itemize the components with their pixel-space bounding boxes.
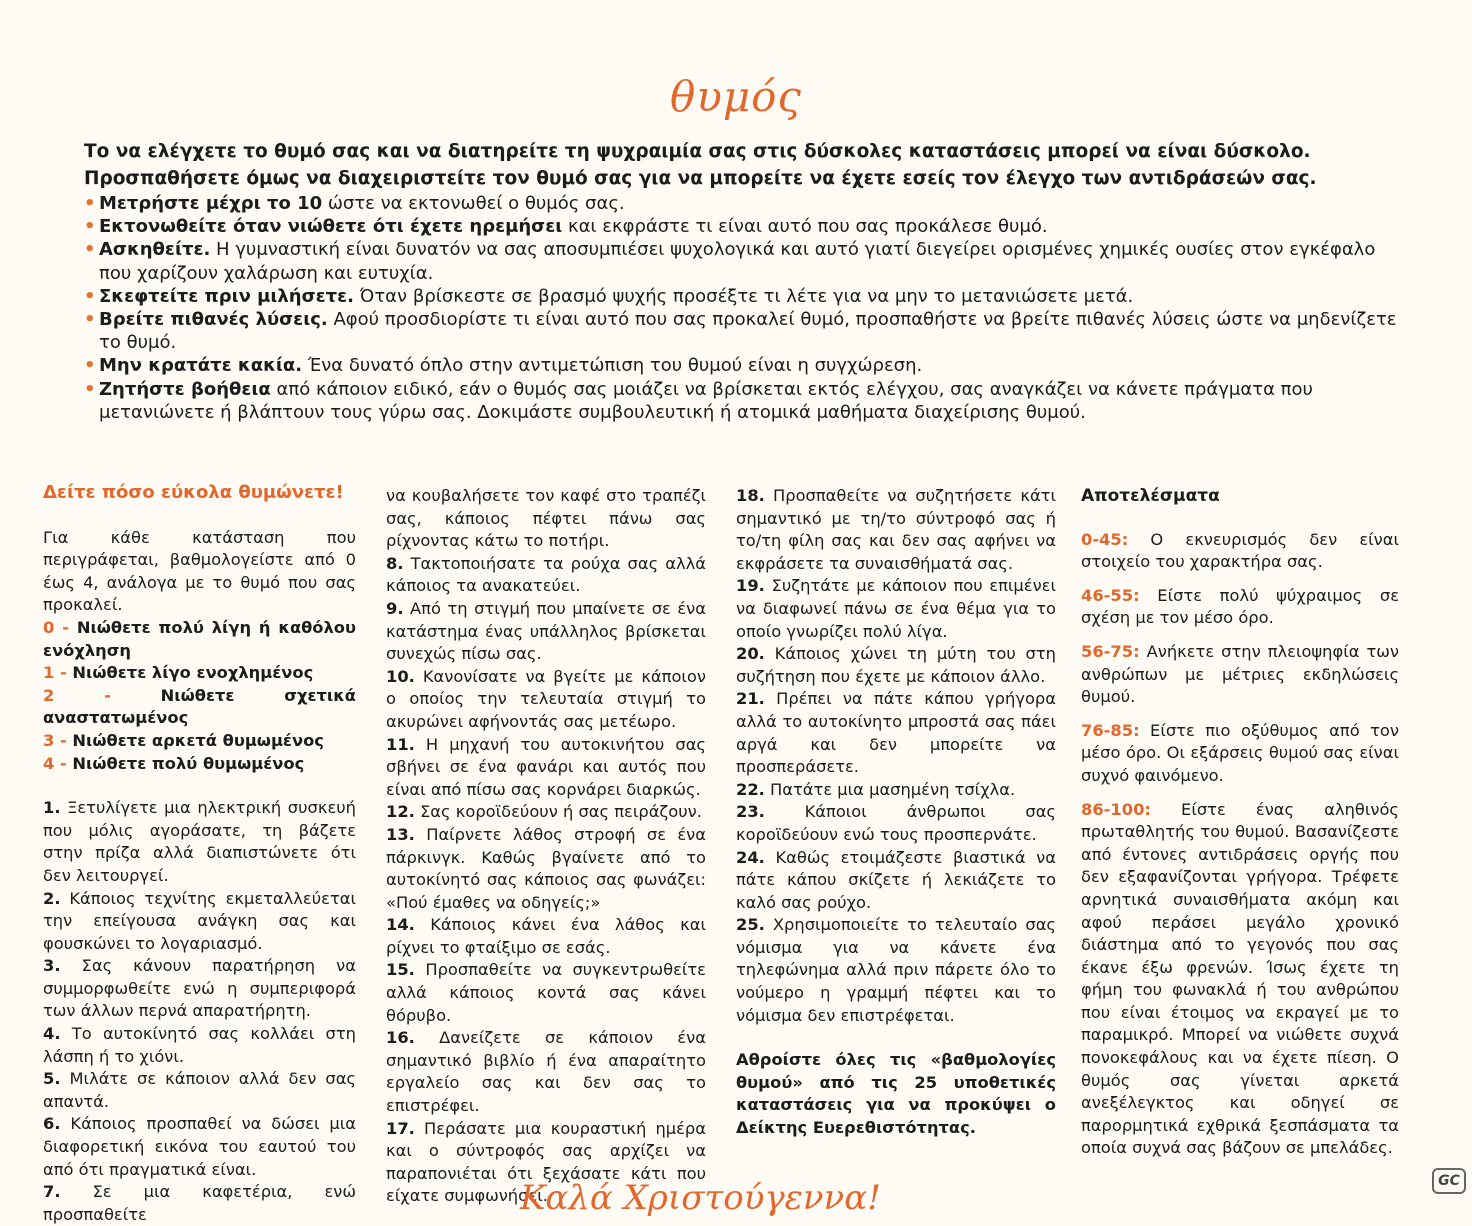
quiz-item: 16. Δανείζετε σε κάποιον ένα σημαντικό βιβλίο ή ένα απαραίτητο εργαλείο σας και δεν σας το επιστρέφει. bbox=[386, 1028, 706, 1116]
results-column bbox=[1081, 485, 1399, 1171]
quiz-item: 19. Συζητάτε με κάποιον που επιμένει να διαφωνεί πάνω σε ένα θέμα για το οποίο γνωρίζει πολύ λίγα. bbox=[736, 576, 1056, 641]
results-heading: Αποτελέσματα bbox=[1081, 486, 1220, 506]
intro-line: Το να ελέγχετε το θυμό σας και να διατηρείτε τη ψυχραιμία σας στις δύσκολες καταστάσεις μπορεί να είναι δύσκολο. bbox=[84, 141, 1311, 162]
result-item: 76-85: Είστε πιο οξύθυμος από τον μέσο όρο. Οι εξάρσεις θυμού σας είναι συχνό φαινόμενο. bbox=[1081, 720, 1399, 785]
scale-item: 0 - Νιώθετε πολύ λίγη ή καθόλου ενόχληση bbox=[43, 617, 356, 660]
tip-grudge bbox=[84, 354, 1404, 377]
tip-bold: Βρείτε πιθανές λύσεις. bbox=[99, 309, 328, 331]
quiz-item: 25. Χρησιμοποιείτε το τελευταίο σας νόμισμα για να κάνετε ένα τηλεφώνημα αλλά πριν πάρετε όλο το νούμερο η γραμμή πέφτει και το νόμισμα δεν επιστρέφεται. bbox=[736, 915, 1056, 1025]
quiz-item: 15. Προσπαθείτε να συγκεντρωθείτε αλλά κάποιος κοντά σας κάνει θόρυβο. bbox=[386, 960, 706, 1025]
tip-text: Όταν βρίσκεστε σε βρασμό ψυχής προσέξτε τι λέτε για να μην το μετανιώσετε μετά. bbox=[354, 285, 1134, 307]
quiz-item: 18. Προσπαθείτε να συζητήσετε κάτι σημαντικό με τη/το σύντροφό σας ή το/τη φίλη σας και δεν σας αφήνει να εκφράσετε τα συναισθήματά σας. bbox=[736, 486, 1056, 573]
tip-text: ώστε να εκτονωθεί ο θυμός σας. bbox=[322, 193, 625, 214]
tip-count bbox=[84, 192, 1404, 215]
quiz-column-3 bbox=[736, 485, 1056, 1140]
scale-item: 3 - Νιώθετε αρκετά θυμωμένος bbox=[43, 730, 324, 750]
tip-bold: Σκεφτείτε πριν μιλήσετε. bbox=[99, 285, 354, 307]
quiz-item: 23. Κάποιοι άνθρωποι σας κοροϊδεύουν ενώ τους προσπερνάτε. bbox=[736, 802, 1056, 844]
quiz-item: 12. Σας κοροϊδεύουν ή σας πειράζουν. bbox=[386, 802, 702, 822]
tip-solutions bbox=[84, 308, 1404, 354]
quiz-item: 24. Καθώς ετοιμάζεστε βιαστικά να πάτε κάπου σκίζετε ή λεκιάζετε το καλό σας ρούχο. bbox=[736, 847, 1056, 912]
quiz-item: 6. Κάποιος προσπαθεί να δώσει μια διαφορετική εικόνα του εαυτού του από ότι πραγματικά είναι. bbox=[43, 1114, 356, 1179]
scale-item: 2 - Νιώθετε σχετικά αναστατωμένος bbox=[43, 685, 356, 728]
quiz-heading: Δείτε πόσο εύκολα θυμώνετε! bbox=[43, 482, 344, 503]
corner-logo: GC bbox=[1432, 1168, 1466, 1194]
sum-instruction: Αθροίστε όλες τις «βαθμολογίες θυμού» από τις 25 υποθετικές καταστάσεις για να προκύψει ο Δείκτης Ευερεθιστότητας. bbox=[736, 1050, 1056, 1138]
tip-bold: Ζητήστε βοήθεια bbox=[99, 378, 271, 400]
quiz-item: 14. Κάποιος κάνει ένα λάθος και ρίχνει το φταίξιμο σε εσάς. bbox=[386, 915, 706, 957]
tip-bold: Εκτονωθείτε όταν νιώθετε ότι έχετε ηρεμήσει bbox=[99, 216, 563, 238]
quiz-item: 22. Πατάτε μια μασημένη τσίχλα. bbox=[736, 779, 1016, 799]
result-item: 46-55: Είστε πολύ ψύχραιμος σε σχέση με τον μέσο όρο. bbox=[1081, 585, 1399, 628]
tip-bold: Ασκηθείτε. bbox=[99, 239, 211, 261]
page-title: θυμός bbox=[670, 72, 802, 121]
tip-text: από κάποιον ειδικό, εάν ο θυμός σας μοιάζει να βρίσκεται εκτός ελέγχου, σας αναγκάζει να κάνετε πράγματα που μετανιώνετε ή βλάπτουν τους γύρω σας. Δοκιμάστε συμβουλευτική ή ατομικά μαθήματα διαχείρισης θυμού. bbox=[99, 378, 1313, 423]
footer-greeting: Καλά Χριστούγεννα! bbox=[520, 1178, 881, 1218]
intro-line: Προσπαθήσετε όμως να διαχειριστείτε τον θυμό σας για να μπορείτε να έχετε εσείς τον έλεγχο των αντιδράσεών σας. bbox=[84, 168, 1317, 189]
quiz-item: 8. Τακτοποιήσατε τα ρούχα σας αλλά κάποιος τα ανακατεύει. bbox=[386, 553, 706, 596]
score-scale bbox=[43, 617, 356, 775]
quiz-item: 21. Πρέπει να πάτε κάπου γρήγορα αλλά το αυτοκίνητο μπροστά σας πάει αργά και δεν μπορείτε να προσπεράσετε. bbox=[736, 689, 1056, 777]
tip-text: και εκφράστε τι είναι αυτό που σας προκάλεσε θυμό. bbox=[562, 216, 1048, 238]
quiz-items-col1 bbox=[43, 797, 356, 1226]
quiz-item: 4. Το αυτοκίνητό σας κολλάει στη λάσπη ή το χιόνι. bbox=[43, 1024, 356, 1066]
scale-item: 4 - Νιώθετε πολύ θυμωμένος bbox=[43, 753, 305, 773]
quiz-item: 9. Από τη στιγμή που μπαίνετε σε ένα κατάστημα ένας υπάλληλος βρίσκεται συνεχώς πίσω σας. bbox=[386, 598, 706, 664]
quiz-item: 11. Η μηχανή του αυτοκινήτου σας σβήνει σε ένα φανάρι και αυτός που είναι από πίσω σας κορνάρει διαρκώς. bbox=[386, 734, 706, 799]
result-item: 86-100: Είστε ένας αληθινός πρωταθλητής του θυμού. Βασανίζεστε από έντονες αντιδράσεις οργής που δεν εξαφανίζονται γρήγορα. Τρέφετε αρνητικά συναισθήματα ακόμη και αφού περάσει μεγάλο χρονικό διάστημα από το γεγονός που σας έκανε έξω φρενών. Ίσως έχετε τη φήμη του φωνακλά ή του ανθρώπου που είναι έτοιμος να εκραγεί με το παραμικρό. Μπορεί να νιώθετε συχνά πονοκεφάλους και να έχετε πίεση. Ο θυμός σας γίνεται αρκετά ανεξέλεγκτος και οδηγεί σε παρορμητικά εχθρικά ξεσπάσματα τα οποία συχνά σας βάζουν σε μπελάδες. bbox=[1081, 799, 1399, 1158]
quiz-item: 3. Σας κάνουν παρατήρηση να συμμορφωθείτε ενώ η συμπεριφορά των άλλων περνά απαρατήρητη. bbox=[43, 956, 356, 1021]
tips-list bbox=[84, 192, 1404, 424]
tip-text: Ένα δυνατό όπλο στην αντιμετώπιση του θυμού είναι η συγχώρεση. bbox=[302, 355, 923, 377]
quiz-item: 10. Κανονίσατε να βγείτε με κάποιον ο οποίος την τελευταία στιγμή το ακυρώνει αφήνοντάς σας μετέωρο. bbox=[386, 666, 706, 731]
result-item: 56-75: Ανήκετε στην πλειοψηφία των ανθρώπων με μέτριες εκδηλώσεις θυμού. bbox=[1081, 641, 1399, 707]
tip-text: Αφού προσδιορίστε τι είναι αυτό που σας προκαλεί θυμό, προσπαθήστε να βρείτε πιθανές λύσεις ώστε να μηδενίζετε το θυμό. bbox=[99, 309, 1397, 354]
quiz-item: 13. Παίρνετε λάθος στροφή σε ένα πάρκινγκ. Καθώς βγαίνετε από το αυτοκίνητό σας κάποιος σας φωνάζει: «Πού έμαθες να οδηγείς;» bbox=[386, 824, 706, 912]
quiz-item: 5. Μιλάτε σε κάποιον αλλά δεν σας απαντά. bbox=[43, 1069, 356, 1111]
quiz-instructions: Για κάθε κατάσταση που περιγράφεται, βαθμολογείστε από 0 έως 4, ανάλογα με το θυμό που σας προκαλεί. bbox=[43, 527, 356, 615]
quiz-item: 7. Σε μια καφετέρια, ενώ προσπαθείτε bbox=[43, 1182, 356, 1224]
quiz-item: 17. Περάσατε μια κουραστική ημέρα και ο σύντροφός σας αρχίζει να παραπονιέται ότι ξεχάσατε κάτι που είχατε συμφωνήσει. bbox=[386, 1118, 706, 1206]
quiz-item: 1. Ξετυλίγετε μια ηλεκτρική συσκευή που μόλις αγοράσατε, τη βάζετε στην πρίζα αλλά διαπιστώνετε ότι δεν λειτουργεί. bbox=[43, 798, 356, 885]
quiz-column-2 bbox=[386, 485, 706, 1208]
quiz-item: 2. Κάποιος τεχνίτης εκμεταλλεύεται την επείγουσα ανάγκη σας και φουσκώνει το λογαριασμό. bbox=[43, 888, 356, 953]
intro-section bbox=[84, 138, 1404, 424]
tip-text: Η γυμναστική είναι δυνατόν να σας αποσυμπιέσει ψυχολογικά και αυτό γιατί διεγείρει ορισμένες χημικές ουσίες στον εγκέφαλο που χαρίζουν χαλάρωση και ευτυχία. bbox=[99, 239, 1376, 284]
quiz-item-continuation: να κουβαλήσετε τον καφέ στο τραπέζι σας, κάποιος πέφτει πάνω σας ρίχνοντας κάτω το ποτήρι. bbox=[386, 486, 706, 551]
tip-bold: Μην κρατάτε κακία. bbox=[99, 355, 303, 377]
tip-help bbox=[84, 378, 1404, 424]
quiz-column-1 bbox=[43, 482, 356, 1226]
quiz-item: 20. Κάποιος χώνει τη μύτη του στη συζήτηση που έχετε με κάποιον άλλο. bbox=[736, 644, 1056, 686]
tip-exercise bbox=[84, 238, 1404, 284]
scale-item: 1 - Νιώθετε λίγο ενοχλημένος bbox=[43, 663, 314, 683]
result-item: 0-45: Ο εκνευρισμός δεν είναι στοιχείο του χαρακτήρα σας. bbox=[1081, 529, 1399, 572]
tip-bold: Μετρήστε μέχρι το 10 bbox=[99, 193, 323, 214]
tip-think bbox=[84, 285, 1404, 308]
tip-vent bbox=[84, 215, 1404, 238]
